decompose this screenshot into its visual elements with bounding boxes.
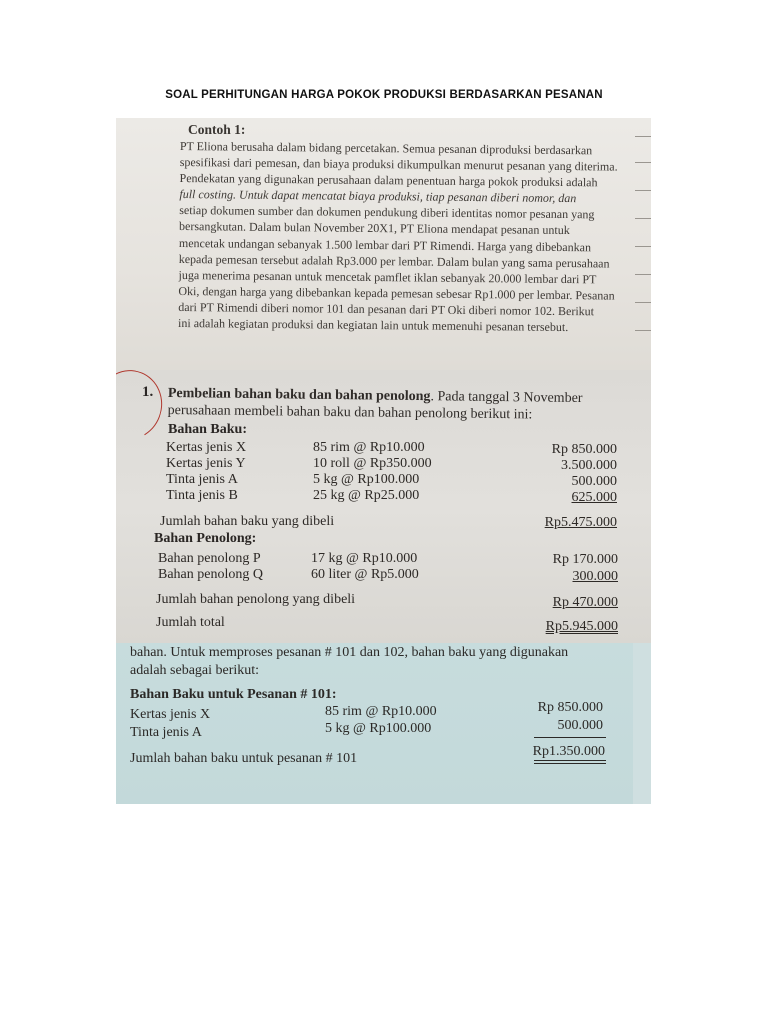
- bahan-baku-amount: Rp 850.000: [551, 442, 617, 457]
- bahan-baku-amount: 625.000: [571, 490, 617, 505]
- step-intro: [168, 385, 638, 425]
- bahan-penolong-name: Bahan penolong P: [158, 551, 261, 566]
- document-title: SOAL PERHITUNGAN HARGA POKOK PRODUKSI BERDASARKAN PESANAN: [165, 89, 603, 101]
- usage-item-qty: 5 kg @ Rp100.000: [325, 721, 432, 736]
- page-edge: [633, 643, 651, 804]
- bahan-baku-qty: 25 kg @ Rp25.000: [313, 488, 420, 503]
- total-rule: [534, 760, 606, 761]
- step-intro-bold: Pembelian bahan baku dan bahan penolong: [167, 385, 431, 405]
- example-line: Pendekatan yang digunakan perusahaan dalam penentuan harga pokok produksi adalah: [179, 171, 598, 190]
- example-line: spesifikasi dari pemesan, dan biaya produksi dikumpulkan menurut pesanan yang diterima.: [179, 155, 618, 174]
- total-penolong-label: Jumlah bahan penolong yang dibeli: [156, 592, 356, 607]
- purchase-photo: [116, 370, 651, 643]
- bahan-baku-name: Tinta jenis B: [166, 488, 238, 503]
- usage-title: Bahan Baku untuk Pesanan # 101:: [130, 687, 337, 702]
- page-edge-line: [635, 190, 651, 191]
- bahan-baku-name: Tinta jenis A: [166, 472, 238, 487]
- bahan-penolong-qty: 60 liter @ Rp5.000: [311, 567, 419, 582]
- step-number: 1.: [142, 384, 154, 400]
- total-baku-amount: Rp5.475.000: [544, 515, 617, 530]
- total-baku-label: Jumlah bahan baku yang dibeli: [160, 514, 335, 529]
- page-edge-line: [635, 136, 651, 137]
- example-photo: [116, 118, 651, 370]
- page-edge-line: [635, 162, 651, 163]
- example-line: Oki, dengan harga yang dibebankan kepada pemesan sebesar Rp1.000 per lembar. Pesanan: [178, 283, 615, 303]
- bahan-baku-amount: 3.500.000: [561, 458, 617, 473]
- bahan-baku-name: Kertas jenis Y: [166, 456, 246, 471]
- example-line: setiap dokumen sumber dan dokumen pendukung diberi identitas nomor pesanan yang: [179, 203, 595, 222]
- example-line: PT Eliona berusaha dalam bidang percetakan. Semua pesanan diproduksi berdasarkan: [179, 138, 593, 158]
- usage-total-label: Jumlah bahan baku untuk pesanan # 101: [130, 751, 358, 766]
- page-edge-line: [635, 274, 651, 275]
- example-heading: Contoh 1:: [188, 122, 246, 137]
- page-edge-line: [635, 246, 651, 247]
- usage-item-name: Kertas jenis X: [130, 707, 211, 722]
- grand-total-amount: Rp5.945.000: [545, 619, 618, 634]
- bahan-penolong-amount: 300.000: [572, 569, 618, 584]
- example-line: juga menerima pesanan untuk mencetak pamflet iklan sebanyak 20.000 lembar dari PT: [178, 267, 597, 287]
- subtotal-rule: [534, 737, 606, 738]
- example-line: ini adalah kegiatan produksi dan kegiatan lain untuk memenuhi pesanan tersebut.: [177, 316, 569, 335]
- example-line: full costing. Untuk dapat mencatat biaya produksi, tiap pesanan diberi nomor, dan: [179, 187, 577, 206]
- grand-total-label: Jumlah total: [156, 615, 225, 630]
- bahan-baku-qty: 5 kg @ Rp100.000: [313, 472, 420, 487]
- usage-line: bahan. Untuk memproses pesanan # 101 dan 102, bahan baku yang digunakan: [130, 645, 569, 660]
- step-intro-rest: . Pada tanggal 3 November perusahaan membeli bahan baku dan bahan penolong berikut ini:: [167, 389, 583, 423]
- bahan-baku-qty: 10 roll @ Rp350.000: [313, 456, 432, 471]
- usage-item-amount: Rp 850.000: [537, 700, 603, 715]
- total-penolong-amount: Rp 470.000: [552, 595, 618, 610]
- example-paragraph: [178, 138, 628, 336]
- red-circle-mark: [116, 370, 170, 447]
- bahan-penolong-qty: 17 kg @ Rp10.000: [311, 551, 418, 566]
- usage-line: adalah sebagai berikut:: [130, 663, 260, 678]
- usage-item-qty: 85 rim @ Rp10.000: [325, 704, 437, 719]
- bahan-penolong-amount: Rp 170.000: [552, 552, 618, 567]
- example-line: mencetak undangan sebanyak 1.500 lembar dari PT Rimendi. Harga yang dibebankan: [178, 235, 592, 254]
- usage-item-amount: 500.000: [557, 718, 603, 733]
- usage-total-amount: Rp1.350.000: [532, 744, 605, 759]
- page-edge-line: [635, 302, 651, 303]
- page-edge-line: [635, 330, 651, 331]
- example-line: bersangkutan. Dalam bulan November 20X1, PT Eliona mendapat pesanan untuk: [179, 219, 570, 238]
- bahan-baku-qty: 85 rim @ Rp10.000: [313, 440, 425, 455]
- bahan-baku-name: Kertas jenis X: [166, 440, 247, 455]
- usage-photo: [116, 643, 651, 804]
- total-rule: [534, 763, 606, 764]
- bahan-baku-title: Bahan Baku:: [168, 422, 247, 437]
- bahan-penolong-title: Bahan Penolong:: [154, 531, 257, 546]
- example-line: dari PT Rimendi diberi nomor 101 dan pesanan dari PT Oki diberi nomor 102. Berikut: [178, 299, 595, 319]
- example-line: kepada pemesan tersebut adalah Rp3.000 per lembar. Dalam bulan yang sama perusahaan: [178, 251, 610, 271]
- page-edge-line: [635, 218, 651, 219]
- bahan-penolong-name: Bahan penolong Q: [158, 567, 263, 582]
- bahan-baku-amount: 500.000: [571, 474, 617, 489]
- usage-item-name: Tinta jenis A: [130, 725, 202, 740]
